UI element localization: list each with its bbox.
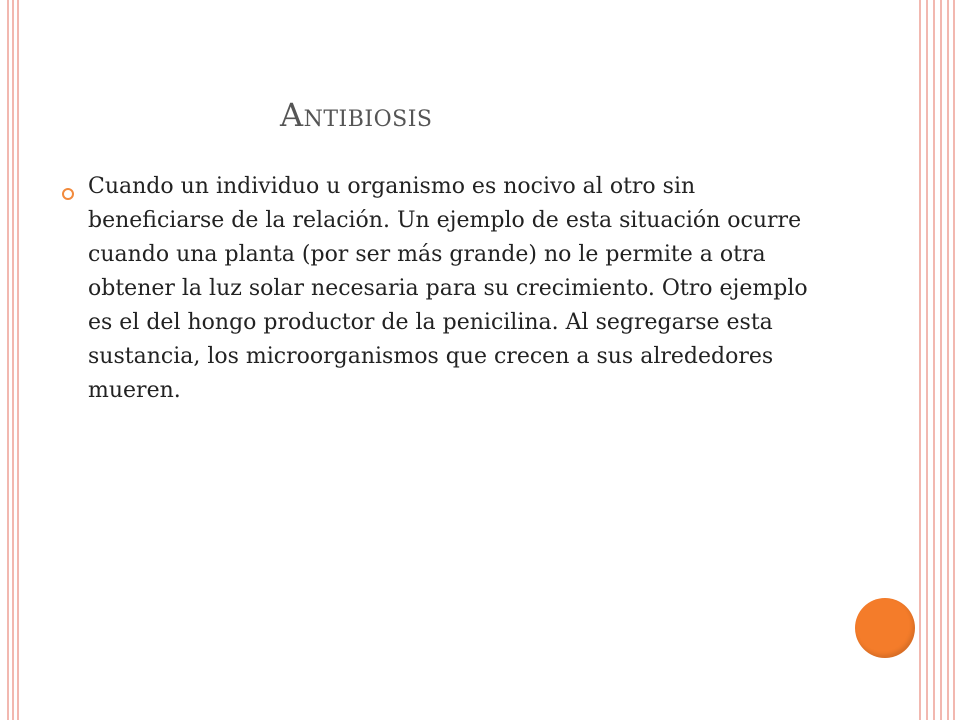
- left-frame-line: [7, 0, 9, 720]
- decorative-circle-icon: [855, 598, 915, 658]
- bullet-list: [62, 170, 832, 408]
- bullet-text: Cuando un individuo u organismo es nocivo al otro sin beneficiarse de la relación. Un ejemplo de esta situación ocurre cuando una planta (por ser más grande) no le permite a otra obtener la luz solar necesaria para su crecimiento. Otro ejemplo es el del hongo productor de la penicilina. Al segregarse esta sustancia, los microorganismos que crecen a sus alrededores mueren.: [88, 174, 808, 403]
- bullet-item: [62, 170, 832, 408]
- left-frame-line: [12, 0, 14, 720]
- slide-title: Antibiosis: [280, 96, 433, 134]
- right-frame-line: [940, 0, 942, 720]
- right-frame-line: [926, 0, 928, 720]
- hollow-circle-bullet-icon: [62, 188, 74, 200]
- left-frame-line: [17, 0, 19, 720]
- right-frame-line: [953, 0, 955, 720]
- right-frame-line: [947, 0, 949, 720]
- right-frame-line: [933, 0, 935, 720]
- right-frame-line: [919, 0, 921, 720]
